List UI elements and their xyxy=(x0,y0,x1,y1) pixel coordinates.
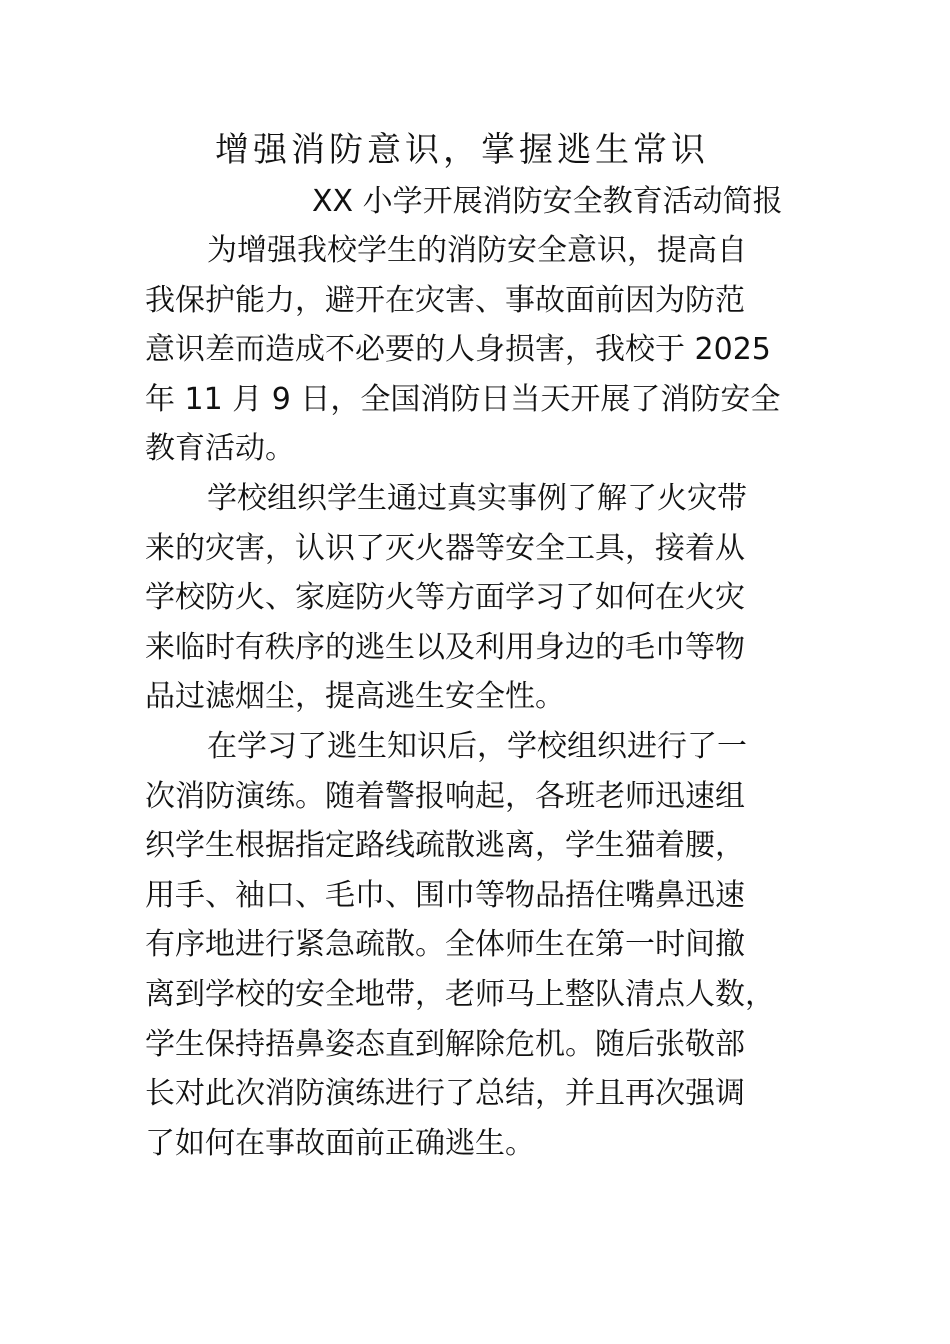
text-line: 长对此次消防演练进行了总结，并且再次强调 xyxy=(145,1076,745,1112)
text-line: 用手、袖口、毛巾、围巾等物品捂住嘴鼻迅速 xyxy=(145,877,745,913)
text-line: 年 11 月 9 日，全国消防日当天开展了消防安全 xyxy=(145,381,781,417)
document-subtitle: XX 小学开展消防安全教育活动简报 xyxy=(312,184,783,219)
text-line: 品过滤烟尘，提高逃生安全性。 xyxy=(145,679,565,715)
text-line: 有序地进行紧急疏散。全体师生在第一时间撤 xyxy=(145,927,745,963)
text-line: 我保护能力，避开在灾害、事故面前因为防范 xyxy=(145,282,745,318)
text-line: 学生保持捂鼻姿态直到解除危机。随后张敬部 xyxy=(145,1026,745,1062)
text-line: 为增强我校学生的消防安全意识，提高自 xyxy=(207,233,747,268)
text-line: 意识差而造成不必要的人身损害，我校于 2025 xyxy=(145,332,771,368)
text-line: 学校防火、家庭防火等方面学习了如何在火灾 xyxy=(145,580,745,616)
paragraph-drill xyxy=(145,722,785,1168)
document-title: 增强消防意识，掌握逃生常识 xyxy=(215,130,709,170)
text-line: 教育活动。 xyxy=(145,431,295,467)
paragraph-intro xyxy=(145,226,785,474)
text-line: 来临时有秩序的逃生以及利用身边的毛巾等物 xyxy=(145,629,745,665)
text-line: 在学习了逃生知识后，学校组织进行了一 xyxy=(207,728,747,764)
text-line: 织学生根据指定路线疏散逃离，学生猫着腰， xyxy=(145,828,745,864)
text-line: 次消防演练。随着警报响起，各班老师迅速组 xyxy=(145,778,745,814)
text-line: 了如何在事故面前正确逃生。 xyxy=(145,1125,535,1161)
paragraph-learning xyxy=(145,474,785,722)
text-line: 来的灾害，认识了灭火器等安全工具，接着从 xyxy=(145,530,745,566)
document-body xyxy=(145,226,785,1168)
text-line: 离到学校的安全地带，老师马上整队清点人数， xyxy=(145,976,775,1012)
text-line: 学校组织学生通过真实事例了解了火灾带 xyxy=(207,480,747,516)
